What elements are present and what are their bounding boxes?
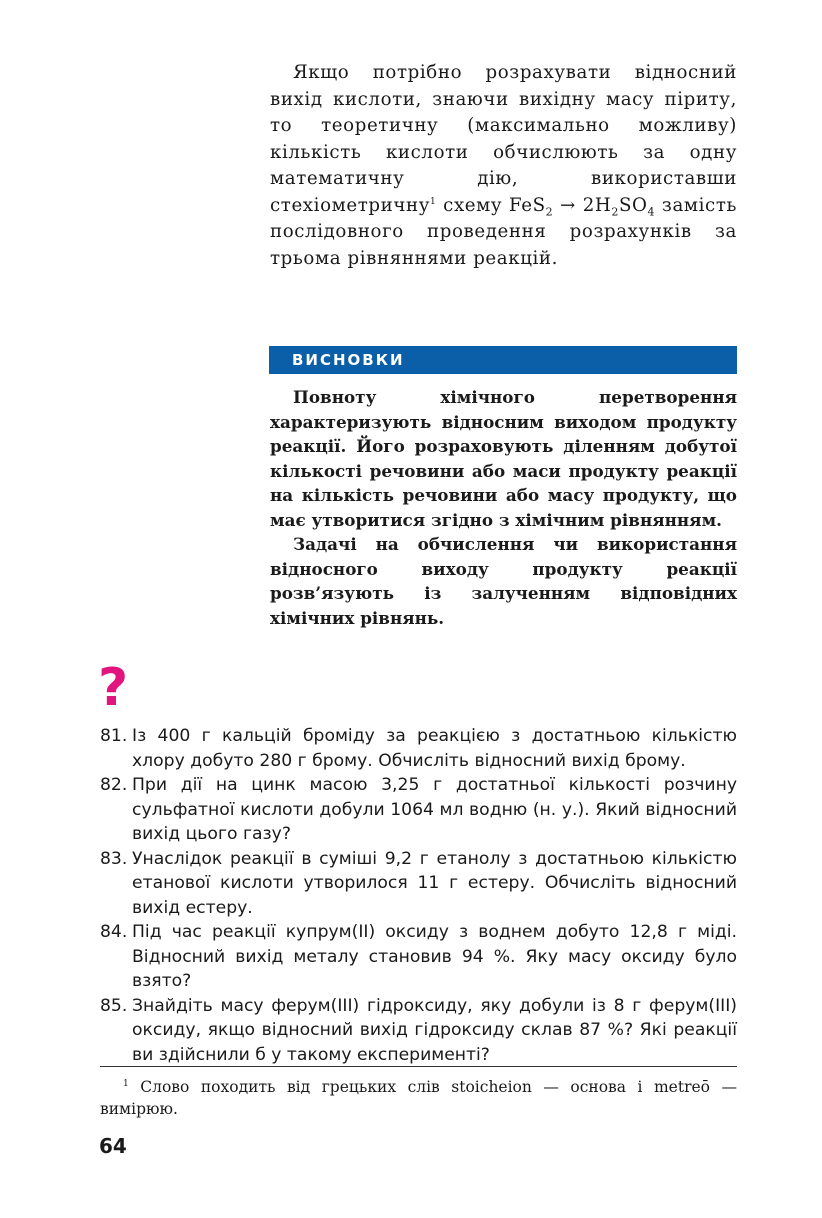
problem-number: 81. bbox=[100, 726, 128, 746]
footnote-divider bbox=[100, 1066, 737, 1067]
problem-number: 85. bbox=[100, 995, 128, 1016]
problem-text: Із 400 г кальцій броміду за реакцією з достатньою кількістю хлору добуто 280 г брому. Обчисліть відносний вихід брому. bbox=[132, 726, 737, 771]
footnote-reference[interactable]: 1 bbox=[430, 196, 437, 207]
subscript: 2 bbox=[545, 205, 554, 219]
intro-text: SO bbox=[618, 194, 648, 216]
problem-item bbox=[100, 724, 737, 773]
conclusions-header bbox=[269, 346, 737, 374]
problem-text: Унаслідок реакції в суміші 9,2 г етанолу з достатньою кількістю етанової кислоти утворилося 11 г естеру. Обчисліть відносний вихід естеру. bbox=[132, 848, 737, 918]
problem-text: При дії на цинк масою 3,25 г достатньої кількості розчину сульфатної кислоти добули 1064 мл водню (н. у.). Який відносний вихід цього газу? bbox=[132, 775, 737, 844]
problem-number: 82. bbox=[100, 775, 128, 795]
problem-list bbox=[100, 724, 737, 1067]
problem-item bbox=[100, 920, 737, 994]
problem-item bbox=[100, 773, 737, 847]
footnote bbox=[100, 1076, 737, 1120]
intro-paragraph bbox=[270, 60, 737, 272]
problem-number: 84. bbox=[100, 922, 128, 942]
reaction-arrow: → 2H bbox=[553, 194, 612, 216]
conclusions-box bbox=[270, 385, 737, 630]
conclusion-paragraph: Повноту хімічного перетворення характеризують відносним виходом продукту реакції. Його розраховують діленням добутої кількості речовини або маси продукту реакції на кількість речовини або масу продукту, що має утворитися згідно з хімічним рівнянням. bbox=[270, 387, 737, 530]
page-number: 64 bbox=[99, 1134, 127, 1158]
intro-text: Якщо потрібно розрахувати відносний вихід кислоти, знаючи вихідну масу піриту, то теоретичну (максимально можливу) кількість кислоти обчислюють за одну математичну дію, використавши стехіометричну bbox=[270, 62, 737, 216]
intro-text: схему FeS bbox=[436, 194, 546, 216]
problem-text: Під час реакції купрум(ІІ) оксиду з воднем добуто 12,8 г міді. Відносний вихід металу становив 94 %. Яку масу оксиду було взято? bbox=[132, 922, 737, 991]
footnote-text: Слово походить від грецьких слів stoicheion — основа і metreō — вимірюю. bbox=[100, 1078, 737, 1118]
problem-text: Знайдіть масу ферум(ІІІ) гідроксиду, яку добули із 8 г ферум(ІІІ) оксиду, якщо відносний вихід гідроксиду склав 87 %? Які реакції ви здійснили б у такому експерименті? bbox=[132, 995, 737, 1065]
problem-item bbox=[100, 994, 737, 1068]
subscript: 2 bbox=[611, 205, 619, 219]
intro-text: замість послідовного проведення розрахунків за трьома рівняннями реакцій. bbox=[270, 194, 737, 269]
subscript: 4 bbox=[647, 205, 656, 219]
conclusions-title: ВИСНОВКИ bbox=[292, 351, 405, 369]
question-mark-icon: ? bbox=[98, 658, 129, 718]
problem-item bbox=[100, 847, 737, 921]
conclusion-paragraph: Задачі на обчислення чи використання відносного виходу продукту реакції розв’язують із залученням відповідних хімічних рівнянь. bbox=[270, 534, 737, 628]
problem-number: 83. bbox=[100, 848, 128, 869]
footnote-marker: 1 bbox=[123, 1078, 129, 1089]
